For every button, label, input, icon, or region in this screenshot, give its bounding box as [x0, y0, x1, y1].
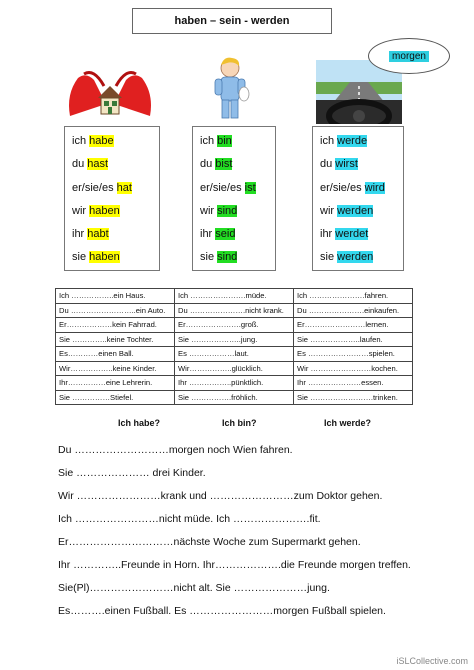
verb-form: habe [89, 135, 114, 147]
exercise-sentence: Sie ………………… drei Kinder. [58, 467, 206, 479]
table-cell: Wir ……………………kochen. [294, 361, 413, 376]
conj-row: ich bin [200, 135, 232, 147]
table-cell: Es ………………laut. [175, 347, 294, 362]
question-haben: Ich habe? [118, 418, 161, 428]
conj-row: er/sie/es wird [320, 181, 385, 194]
conj-row: du hast [72, 158, 109, 171]
conj-row: ihr seid [200, 228, 236, 241]
verb-form: werden [337, 251, 374, 264]
verb-form: seid [215, 228, 236, 241]
conj-row: sie haben [72, 251, 120, 264]
conj-row: ihr habt [72, 228, 109, 241]
table-row [56, 318, 413, 333]
exercise-sentence: Ihr …………..Freunde in Horn. Ihr……………….die Freunde morgen treffen. [58, 559, 411, 571]
conjugation-haben [64, 126, 160, 271]
verb-form: hast [87, 158, 109, 171]
table-cell: Du ……………………..ein Auto. [56, 303, 175, 318]
conj-row: du bist [200, 158, 233, 171]
table-cell: Sie …………….fröhlich. [175, 390, 294, 405]
house-hands-icon [64, 64, 156, 122]
conj-row: du wirst [320, 158, 358, 171]
table-cell: Ich ………………….müde. [175, 289, 294, 304]
table-row [56, 390, 413, 405]
conj-row: wir sind [200, 204, 238, 217]
question-werden: Ich werde? [324, 418, 372, 428]
table-cell: Ich ………………….fahren. [294, 289, 413, 304]
table-cell: Wir……………..keine Kinder. [56, 361, 175, 376]
conj-row: sie werden [320, 251, 374, 264]
table-cell: Ich ……………..ein Haus. [56, 289, 175, 304]
bubble-word: morgen [389, 51, 429, 62]
table-cell: Sie ……………Stiefel. [56, 390, 175, 405]
table-cell: Wir……………..glücklich. [175, 361, 294, 376]
conjugation-sein [192, 126, 276, 271]
table-row [56, 347, 413, 362]
boy-icon [210, 56, 250, 122]
verb-form: wird [364, 181, 385, 194]
verb-form: werdet [335, 228, 369, 241]
exercise-sentence: Du ………………………morgen noch Wien fahren. [58, 444, 293, 456]
table-cell: Es ……………………spielen. [294, 347, 413, 362]
table-cell: Es…………einen Ball. [56, 347, 175, 362]
table-cell: Sie ………………..laufen. [294, 332, 413, 347]
table-cell: Sie ………………..jung. [175, 332, 294, 347]
verb-form: sind [217, 204, 238, 217]
verb-form: hat [116, 181, 132, 194]
table-cell: Er………………kein Fahrrad. [56, 318, 175, 333]
conj-row: wir werden [320, 204, 374, 217]
conj-row: ich habe [72, 135, 114, 147]
page-title: haben – sein - werden [132, 8, 332, 34]
table-cell: Sie …………..keine Tochter. [56, 332, 175, 347]
table-cell: Er………………….groß. [175, 318, 294, 333]
conj-row: wir haben [72, 204, 120, 217]
conj-row: er/sie/es ist [200, 181, 256, 194]
conj-row: ihr werdet [320, 228, 369, 241]
conjugation-werden [312, 126, 404, 271]
exercise-sentence: Ich ……………………nicht müde. Ich ………………….fit. [58, 513, 321, 525]
table-cell: Ihr …………………essen. [294, 376, 413, 391]
verb-form: haben [89, 204, 120, 217]
verb-form: ist [244, 181, 256, 194]
exercise-sentence: Wir ……………………krank und ……………………zum Doktor gehen. [58, 490, 383, 502]
conj-row: er/sie/es hat [72, 181, 132, 194]
verb-form: bin [217, 135, 232, 147]
exercise-sentence: Es……….einen Fußball. Es ……………………morgen Fußball spielen. [58, 605, 386, 617]
question-sein: Ich bin? [222, 418, 257, 428]
exercise-sentence: Sie(Pl)……………………nicht alt. Sie …………………jung. [58, 582, 330, 594]
table-cell: Du ………………….einkaufen. [294, 303, 413, 318]
exercise-sentence: Er…………………………nächste Woche zum Supermarkt gehen. [58, 536, 361, 548]
verb-form: habt [87, 228, 109, 241]
verb-form: sind [217, 251, 238, 264]
conj-row: ich werde [320, 135, 368, 147]
verb-form: werden [337, 204, 374, 217]
speech-bubble [368, 38, 450, 74]
verb-form: bist [215, 158, 233, 171]
table-cell: Er……………………lernen. [294, 318, 413, 333]
table-cell: Sie …………………….trinken. [294, 390, 413, 405]
verb-form: werde [337, 135, 368, 147]
table-row [56, 303, 413, 318]
table-cell: Du ………………….nicht krank. [175, 303, 294, 318]
verb-form: wirst [335, 158, 358, 171]
table-cell: Ihr ……………..pünktlich. [175, 376, 294, 391]
table-row [56, 289, 413, 304]
watermark: iSLCollective.com [396, 656, 468, 666]
table-row [56, 332, 413, 347]
table-cell: Ihr……………eine Lehrerin. [56, 376, 175, 391]
conj-row: sie sind [200, 251, 238, 264]
table-row [56, 361, 413, 376]
verb-form: haben [89, 251, 120, 264]
table-row [56, 376, 413, 391]
exercise-table [55, 288, 413, 405]
